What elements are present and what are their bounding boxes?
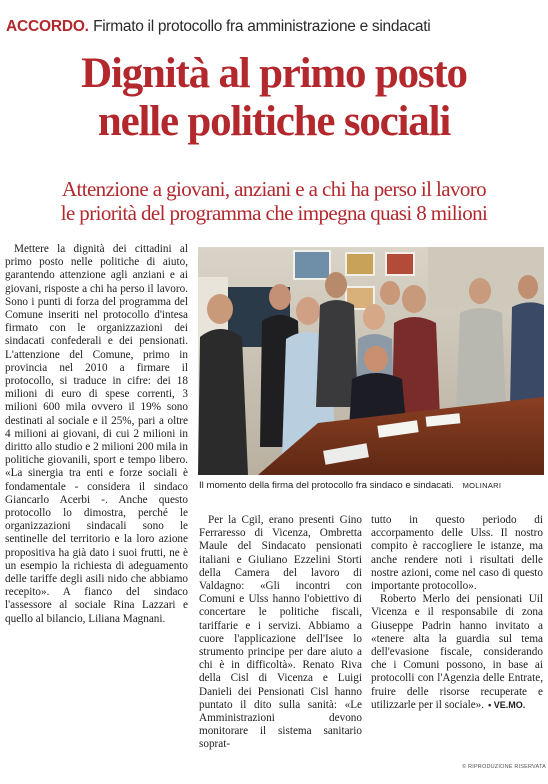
subtitle-line-2: le priorità del programma che impegna quasi 8 milioni [60, 201, 488, 225]
article-paragraph: Per la Cgil, erano presenti Gino Ferraresso di Vicenza, Ombretta Maule del Sindacato pensionati italiani e Giuliano Ezzelini Storti della Camera del lavoro di Valdagno: «Gli incontri con Comuni e Ulss hanno l'obiettivo di concertare le politiche fiscali, tariffarie e i servizi. Abbiamo a cuore l'applicazione dell'Isee lo strumento principe per dare aiuto a chi è in difficoltà». Renato Riva della Cisl di Vicenza e Luigi Danieli dei Pensionati Cisl hanno puntato il dito sulla sanità: «Le Amministrazioni devono monitorare il sistema sanitario soprat- [199, 514, 362, 751]
author-signature: • VE.MO. [488, 699, 526, 710]
article-column-2 [199, 514, 362, 752]
kicker-text: Firmato il protocollo fra amministrazione e sindacati [93, 18, 431, 35]
reproduction-notice: © RIPRODUZIONE RISERVATA [462, 764, 546, 770]
photo-caption [199, 480, 543, 492]
photo-credit: MOLINARI [462, 481, 502, 490]
headline [0, 50, 548, 146]
news-photo [198, 247, 544, 475]
headline-line-1: Dignità al primo posto [81, 50, 467, 97]
subtitle [0, 177, 548, 225]
article-paragraph-text: Roberto Merlo dei pensionati Uil Vicenza e il responsabile di zona Giuseppe Padrin hanno invitato a «tenere alta la guardia sul tema dell'evasione fiscale, considerando che i Comuni possono, in base ai protocolli con l'Agenzia delle Entrate, fruire delle risorse recuperate e utilizzarle per il sociale». [371, 593, 543, 711]
article-column-3 [371, 514, 543, 712]
article-paragraph-last [371, 593, 543, 712]
caption-text: Il momento della firma del protocollo fra sindaco e sindacati. [199, 480, 454, 491]
article-paragraph: tutto in questo periodo di accorpamento delle Ulss. Il nostro compito è raccogliere le istanze, ma anche rendere noti i risultati delle nostre azioni, come nel caso di questo importante protocollo». [371, 514, 543, 593]
article-paragraph: Mettere la dignità dei cittadini al primo posto nelle politiche di aiuto, garantendo attenzione agli anziani e ai giovani, risposte a chi ha perso il lavoro. Sono i punti di forza del programma del Comune inseriti nel protocollo d'intesa firmato con le organizzazioni dei sindacati confederali e dei pensionati. L'attenzione del Comune, primo in provincia nel 2010 a firmare il protocollo, si traduce in cifre: dei 18 milioni di euro di spese correnti, 3 milioni 600 mila ovvero il 19% sono destinati al sociale e il 25%, pari a oltre 4 milioni ai giovani, di cui 2 milioni in diritto allo studio e 2 milioni 200 mila in politiche giovanili, sport e tempo libero. «La sinergia tra enti e forze sociali è fondamentale - considera il sindaco Giancarlo Acerbi -. Anche questo protocollo lo dimostra, perché le organizzazioni sindacali sono le sentinelle del territorio e la loro azione propositiva ha già dato i suoi frutti, ne è un esempio la richiesta di adeguamento delle tariffe degli asili nido che abbiamo recepito». A fianco del sindaco l'assessore al sociale Rina Lazzari e quello al bilancio, Liliana Magnani. [5, 243, 188, 625]
kicker-label: ACCORDO. [6, 18, 89, 35]
photo-illustration [198, 247, 544, 475]
subtitle-line-1: Attenzione a giovani, anziani e a chi ha perso il lavoro [61, 177, 487, 201]
headline-line-2: nelle politiche sociali [97, 98, 451, 145]
kicker [6, 18, 546, 36]
article-column-1 [5, 243, 188, 626]
